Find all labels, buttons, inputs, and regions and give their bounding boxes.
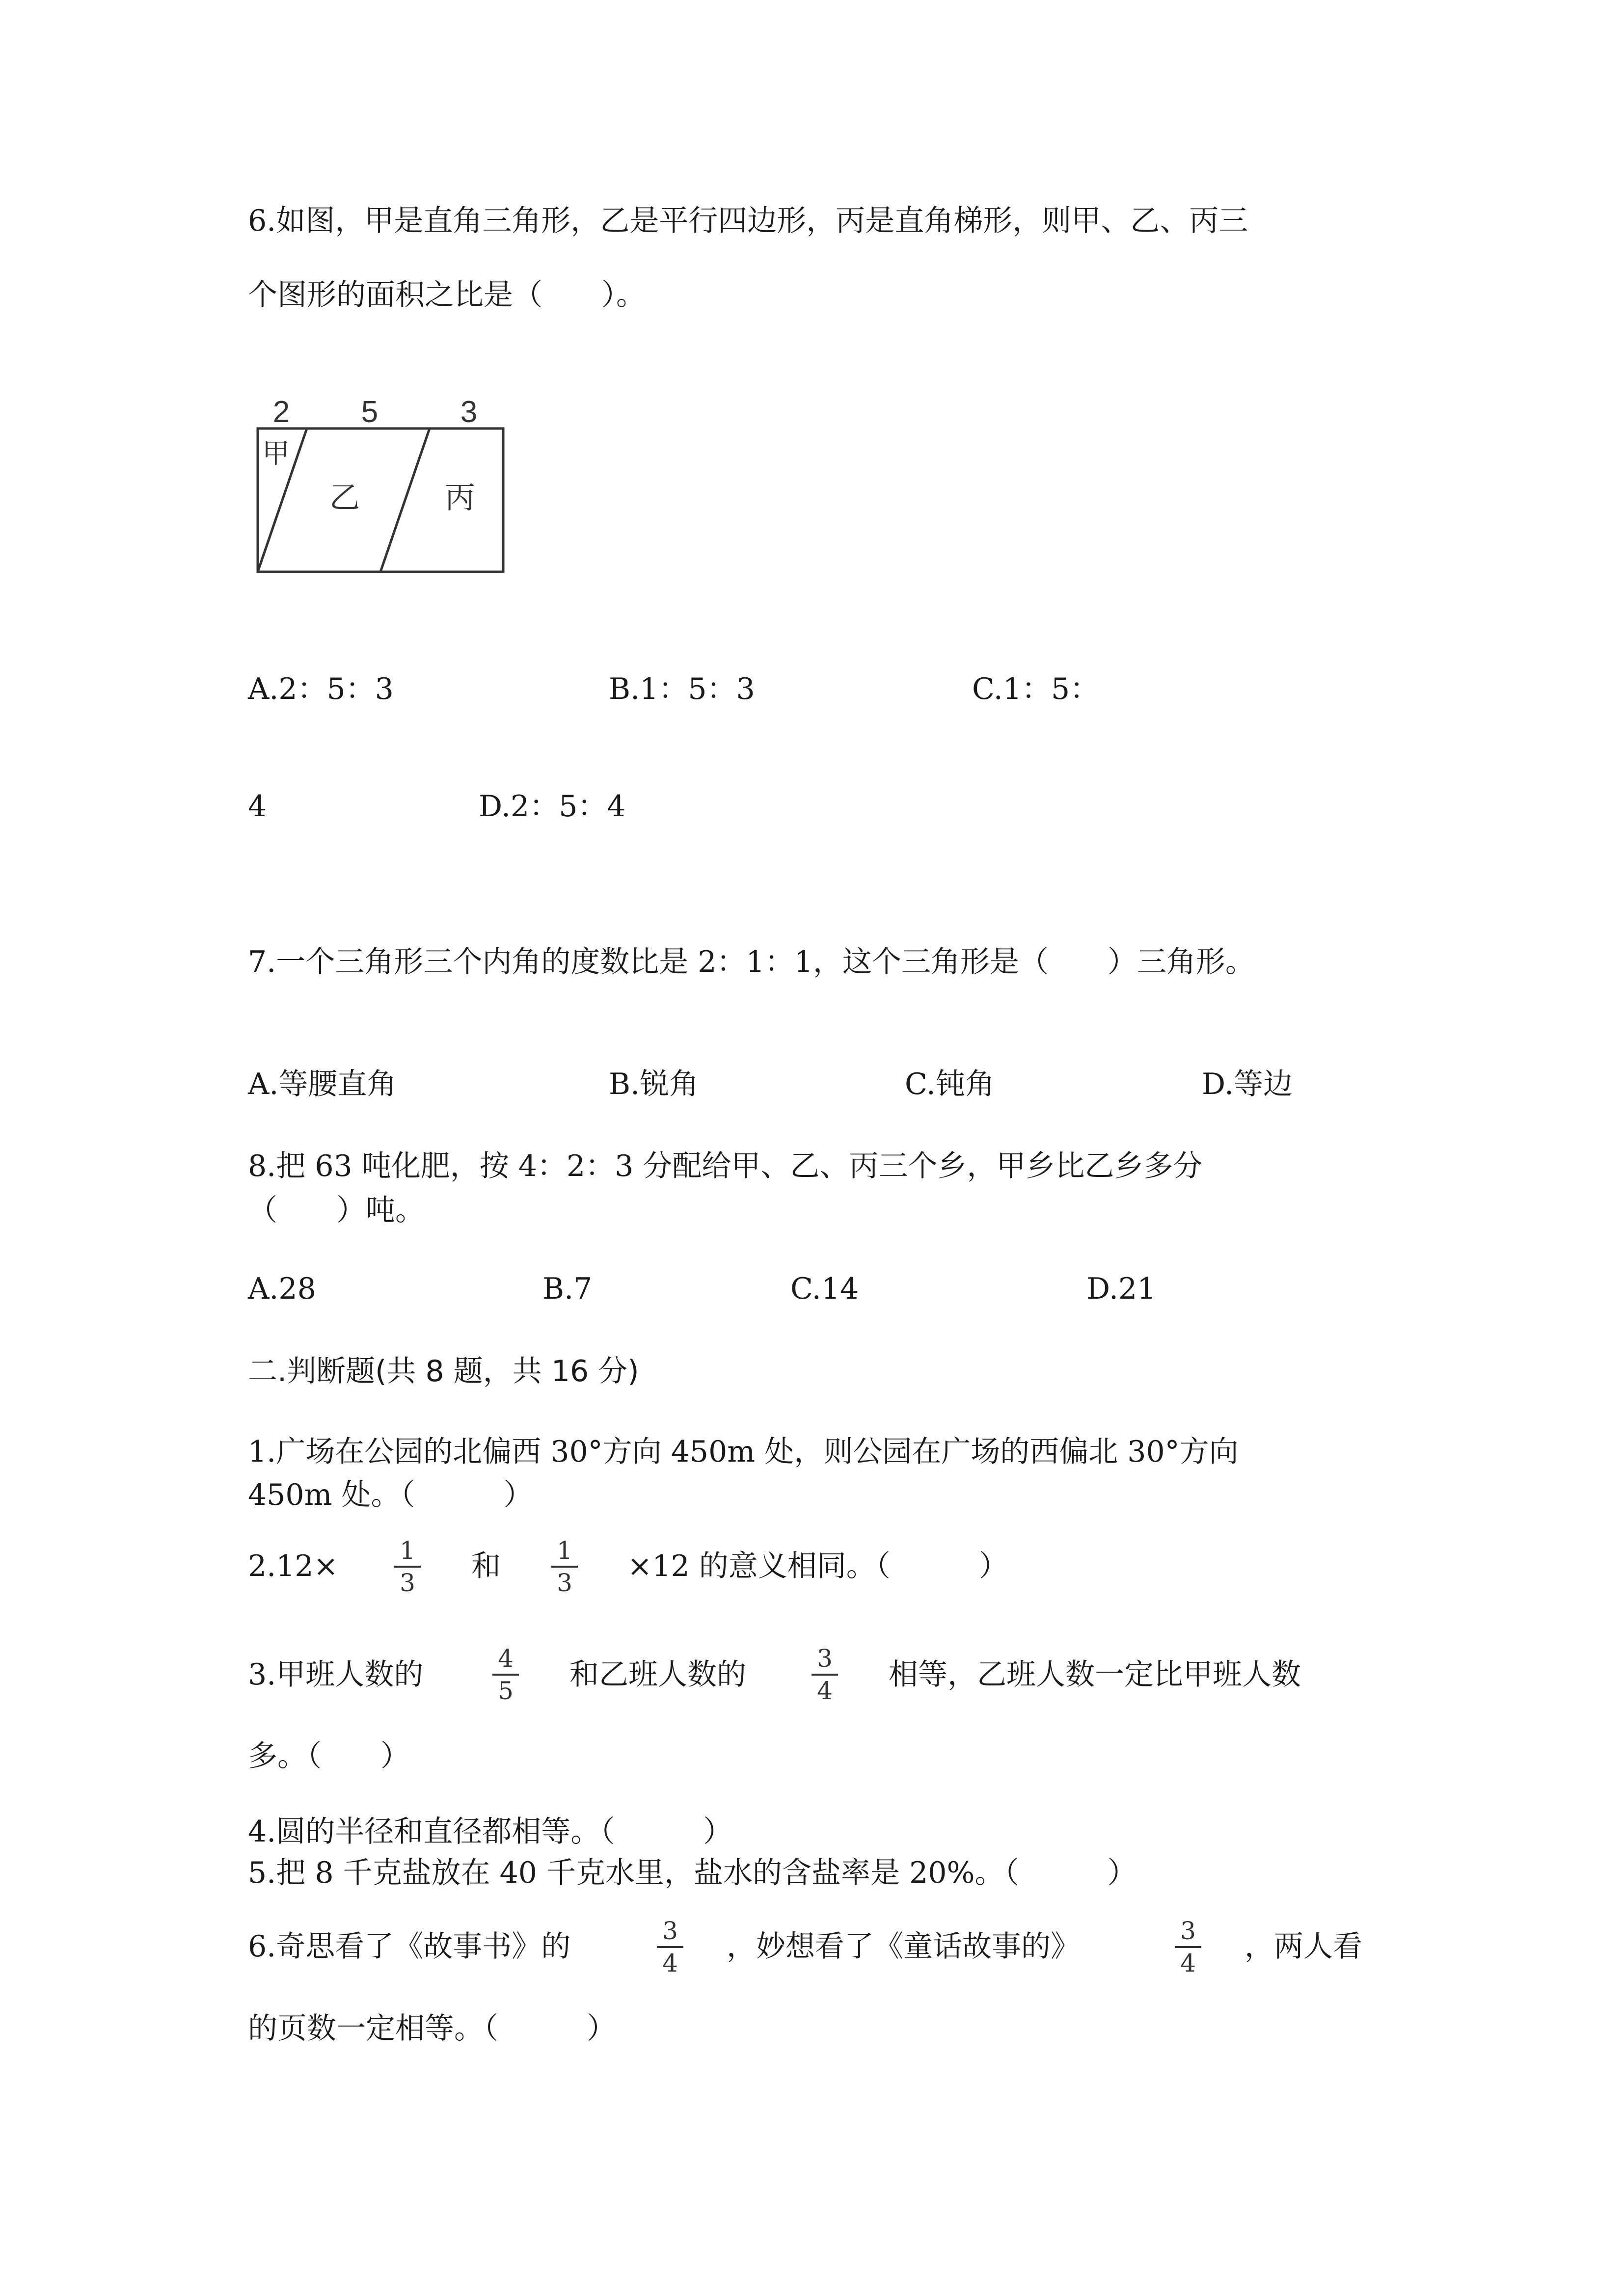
j3-suffix: 相等，乙班人数一定比甲班人数 (889, 1657, 1301, 1692)
j3-fraction-1-denominator: 5 (498, 1677, 514, 1705)
figure-top-label-2: 2 (272, 395, 290, 429)
j6-line2: 的页数一定相等。（ ） (248, 2011, 616, 2046)
q6-option-c-part2: 4 (248, 789, 267, 824)
j6-fraction-1-bar (657, 1946, 683, 1948)
j2-fraction-2-bar (551, 1566, 578, 1568)
q6-option-c-part1: C.1：5： (972, 672, 1100, 706)
figure-top-label-5: 5 (361, 395, 379, 429)
j2-suffix: ×12 的意义相同。（ ） (627, 1549, 1008, 1583)
q6-figure (253, 390, 518, 577)
j3-prefix: 3.甲班人数的 (248, 1657, 424, 1692)
figure-region-label-jia: 甲 (262, 438, 290, 470)
j3-mid: 和乙班人数的 (569, 1657, 746, 1692)
q8-option-a: A.28 (248, 1272, 316, 1306)
j3-line2: 多。（ ） (248, 1739, 410, 1773)
j5-text: 5.把 8 千克盐放在 40 千克水里，盐水的含盐率是 20%。（ ） (248, 1856, 1137, 1890)
j6-fraction-1-denominator: 4 (662, 1949, 678, 1977)
figure-divider-right (380, 428, 430, 572)
section-heading: 二.判断题(共 8 题，共 16 分) (248, 1354, 639, 1388)
j2-fraction-1-denominator: 3 (400, 1569, 415, 1597)
q7-option-d: D.等边 (1202, 1067, 1293, 1101)
j2-fraction-2-denominator: 3 (557, 1569, 572, 1597)
j2-fraction-2-numerator: 1 (557, 1536, 572, 1565)
j3-fraction-1-numerator: 4 (498, 1644, 514, 1673)
j2-fraction-1-numerator: 1 (400, 1536, 415, 1565)
j6-suffix: ，两人看 (1245, 1929, 1362, 1964)
j6-fraction-2-numerator: 3 (1180, 1917, 1196, 1945)
q8-option-d: D.21 (1086, 1272, 1156, 1306)
q6-option-a: A.2：5：3 (248, 672, 394, 706)
q8-option-c: C.14 (790, 1272, 859, 1306)
q8-option-b: B.7 (542, 1272, 593, 1306)
q6-stem-line2: 个图形的面积之比是（ ）。 (248, 278, 646, 312)
j3-fraction-1 (488, 1644, 523, 1705)
j6-mid: ，妙想看了《童话故事的》 (727, 1929, 1080, 1964)
q7-option-c: C.钝角 (905, 1067, 995, 1101)
figure-region-label-yi: 乙 (329, 480, 360, 515)
q6-stem-line1: 6.如图，甲是直角三角形，乙是平行四边形，丙是直角梯形，则甲、乙、丙三 (248, 204, 1248, 238)
q6-option-d: D.2：5：4 (479, 789, 626, 824)
q6-option-b: B.1：5：3 (609, 672, 755, 706)
q7-stem: 7.一个三角形三个内角的度数比是 2：1：1，这个三角形是（ ）三角形。 (248, 945, 1255, 979)
figure-region-label-bing: 丙 (444, 480, 476, 515)
q8-stem-line1: 8.把 63 吨化肥，按 4：2：3 分配给甲、乙、丙三个乡，甲乡比乙乡多分 (248, 1149, 1203, 1183)
j1-line1: 1.广场在公园的北偏西 30°方向 450m 处，则公园在广场的西偏北 30°方向 (248, 1435, 1239, 1469)
q8-stem-line2: （ ）吨。 (248, 1193, 425, 1228)
j6-fraction-2-bar (1175, 1946, 1201, 1948)
j2-prefix: 2.12× (248, 1549, 338, 1583)
j4-text: 4.圆的半径和直径都相等。（ ） (248, 1815, 733, 1849)
j3-fraction-2-numerator: 3 (817, 1644, 833, 1673)
j6-fraction-1 (653, 1917, 687, 1977)
j2-fraction-2 (547, 1536, 582, 1597)
j3-fraction-2-denominator: 4 (817, 1677, 833, 1705)
j6-fraction-1-numerator: 3 (662, 1917, 678, 1945)
j1-line2: 450m 处。（ ） (248, 1478, 533, 1512)
j3-fraction-1-bar (492, 1674, 519, 1676)
figure-top-label-3: 3 (460, 395, 478, 429)
j2-fraction-1-bar (394, 1566, 421, 1568)
j6-fraction-2 (1171, 1917, 1205, 1977)
j6-prefix: 6.奇思看了《故事书》的 (248, 1929, 571, 1964)
j3-fraction-2-bar (812, 1674, 838, 1676)
j6-fraction-2-denominator: 4 (1180, 1949, 1196, 1977)
j2-mid: 和 (471, 1549, 501, 1583)
q7-option-b: B.锐角 (609, 1067, 699, 1101)
q7-option-a: A.等腰直角 (248, 1067, 397, 1101)
j2-fraction-1 (390, 1536, 425, 1597)
j3-fraction-2 (808, 1644, 842, 1705)
